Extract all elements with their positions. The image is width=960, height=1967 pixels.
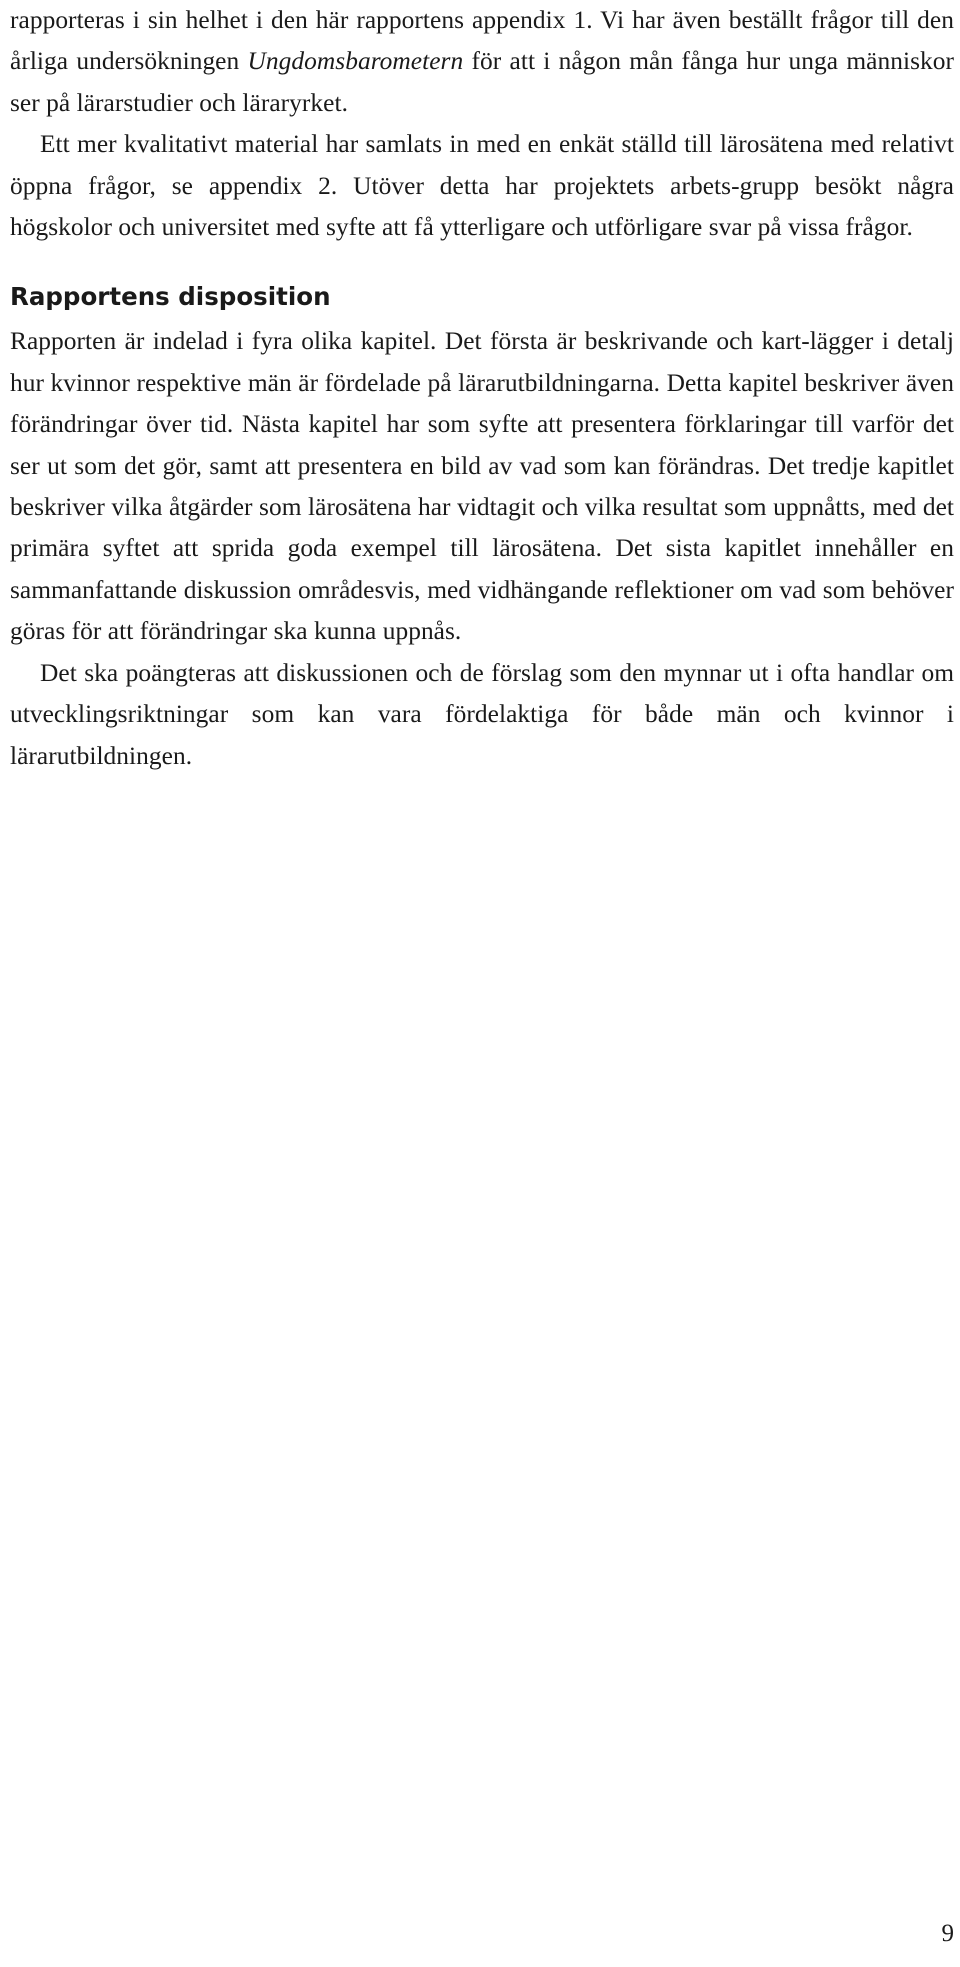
intro-paragraph-2: Ett mer kvalitativt material har samlats in med en enkät ställd till lärosätena med relativt öppna frågor, se appendix 2. Utöver detta har projektets arbets-grupp besökt några högskolor och universitet med syfte att få ytterligare och utförligare svar på vissa frågor.	[10, 130, 954, 242]
intro-paragraph-1	[10, 0, 954, 124]
page-number: 9	[941, 1920, 954, 1947]
survey-name: Ungdomsbarometern	[247, 47, 464, 76]
disposition-paragraph-1: Rapporten är indelad i fyra olika kapitel. Det första är beskrivande och kart-lägger i detalj hur kvinnor respektive män är fördelade på lärarutbildningarna. Detta kapitel beskriver även förändringar över tid. Nästa kapitel har som syfte att presentera förklaringar till varför det ser ut som det gör, samt att presentera en bild av vad som kan förändras. Det tredje kapitlet beskriver vilka åtgärder som lärosätena har vidtagit och vilka resultat som uppnåtts, med det primära syftet att sprida goda exempel till lärosätena. Det sista kapitlet innehåller en sammanfattande diskussion områdesvis, med vidhängande reflektioner om vad som behöver göras för att förändringar ska kunna uppnås.	[10, 327, 954, 646]
intro-paragraph-1-text-end: för att i någon mån fånga hur unga människor ser på lärarstudier och läraryrket.	[10, 47, 954, 117]
document-page	[10, 0, 954, 777]
section-heading: Rapportens disposition	[10, 282, 331, 312]
disposition-paragraph-2: Det ska poängteras att diskussionen och de förslag som den mynnar ut i ofta handlar om utvecklingsriktningar som kan vara fördelaktiga för både män och kvinnor i lärarutbildningen.	[10, 658, 954, 770]
intro-paragraph-1-text-start: rapporteras i sin helhet i den här rapportens appendix 1. Vi har även beställt frågor till den årliga undersökningen	[10, 6, 954, 76]
